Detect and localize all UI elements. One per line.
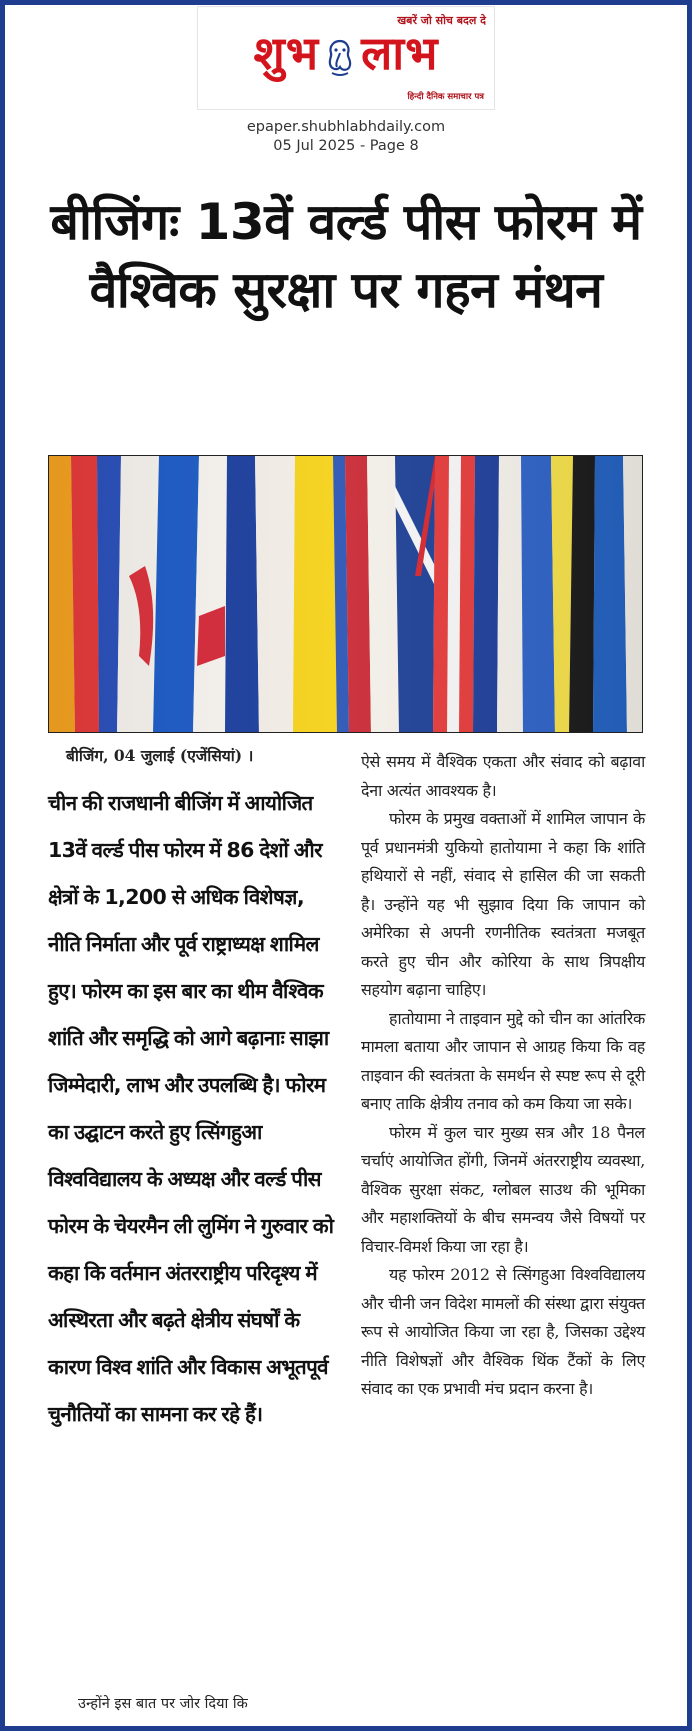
paragraph: यह फोरम 2012 से त्सिंगहुआ विश्वविद्यालय और चीनी जन विदेश मामलों की संस्था द्वारा संयुक्त रूप से आयोजित किया जा रहा है, जिसका उद्देश्य नीति विशेषज्ञों और वैश्विक थिंक टैंकों के लिए संवाद का एक प्रभावी मंच प्रदान करना है। [361, 1265, 645, 1398]
article-column-2 [361, 748, 645, 1404]
flags-photo [48, 455, 643, 733]
masthead-subtag: हिन्दी दैनिक समाचार पत्र [407, 92, 484, 102]
epaper-url: epaper.shubhlabhdaily.com [246, 119, 446, 135]
article-lede: चीन की राजधानी बीजिंग में आयोजित 13वें वर्ल्ड पीस फोरम में 86 देशों और क्षेत्रों के 1,200 से अधिक विशेषज्ञ, नीति निर्माता और पूर्व राष्ट्राध्यक्ष शामिल हुए। फोरम का इस बार का थीम वैश्विक शांति और समृद्धि को आगे बढ़ानाः साझा जिम्मेदारी, लाभ और उपलब्धि है। फोरम का उद्घाटन करते हुए त्सिंगहुआ विश्वविद्यालय के अध्यक्ष और वर्ल्ड पीस फोरम के चेयरमैन ली लुमिंग ने गुरुवार को कहा कि वर्तमान अंतरराष्ट्रीय परिदृश्य में अस्थिरता और बढ़ते क्षेत्रीय संघर्षों के कारण विश्व शांति और विकास अभूतपूर्व चुनौतियों का सामना कर रहे हैं। [48, 791, 334, 1426]
paragraph: ऐसे समय में वैश्विक एकता और संवाद को बढ़ावा देना अत्यंत आवश्यक है। [361, 752, 645, 800]
brand-right: लाभ [361, 26, 439, 80]
ganesha-emblem-icon [323, 37, 357, 77]
article-dateline: बीजिंग, 04 जुलाई (एजेंसियां) । [66, 746, 254, 765]
article-lede-continuation: उन्होंने इस बात पर जोर दिया कि [78, 1696, 248, 1712]
article-headline: बीजिंगः 13वें वर्ल्ड पीस फोरम में वैश्विक सुरक्षा पर गहन मंथन [50, 193, 642, 319]
edition-date-page: 05 Jul 2025 - Page 8 [273, 138, 419, 154]
paragraph: फोरम में कुल चार मुख्य सत्र और 18 पैनल चर्चाएं आयोजित होंगी, जिनमें अंतरराष्ट्रीय व्यवस्था, वैश्विक सुरक्षा संकट, ग्लोबल साउथ की भूमिका और महाशक्तियों के बीच समन्वय जैसे विषयों पर विचार-विमर्श किया जा रहा है। [361, 1122, 645, 1256]
brand-left: शुभ [253, 26, 320, 80]
masthead-tagline: खबरें जो सोच बदल दे [397, 14, 486, 27]
masthead-logo [198, 25, 494, 81]
paragraph: हातोयामा ने ताइवान मुद्दे को चीन का आंतरिक मामला बताया और जापान से आग्रह किया कि वह ताइवान की स्वतंत्रता के समर्थन से स्पष्ट रूप से दूरी बनाए ताकि क्षेत्रीय तनाव को कम किया जा सके। [361, 1008, 645, 1113]
masthead [197, 6, 495, 110]
paragraph: फोरम के प्रमुख वक्ताओं में शामिल जापान के पूर्व प्रधानमंत्री युकियो हातोयामा ने कहा कि शांति हथियारों से नहीं, संवाद से हासिल की जा सकती है। उन्होंने यह भी सुझाव दिया कि जापान को अमेरिका से अपनी रणनीतिक स्वतंत्रता मजबूत करते हुए चीन और कोरिया के साथ त्रिपक्षीय सहयोग बढ़ाना चाहिए। [361, 809, 645, 999]
flags-illustration [49, 456, 643, 733]
